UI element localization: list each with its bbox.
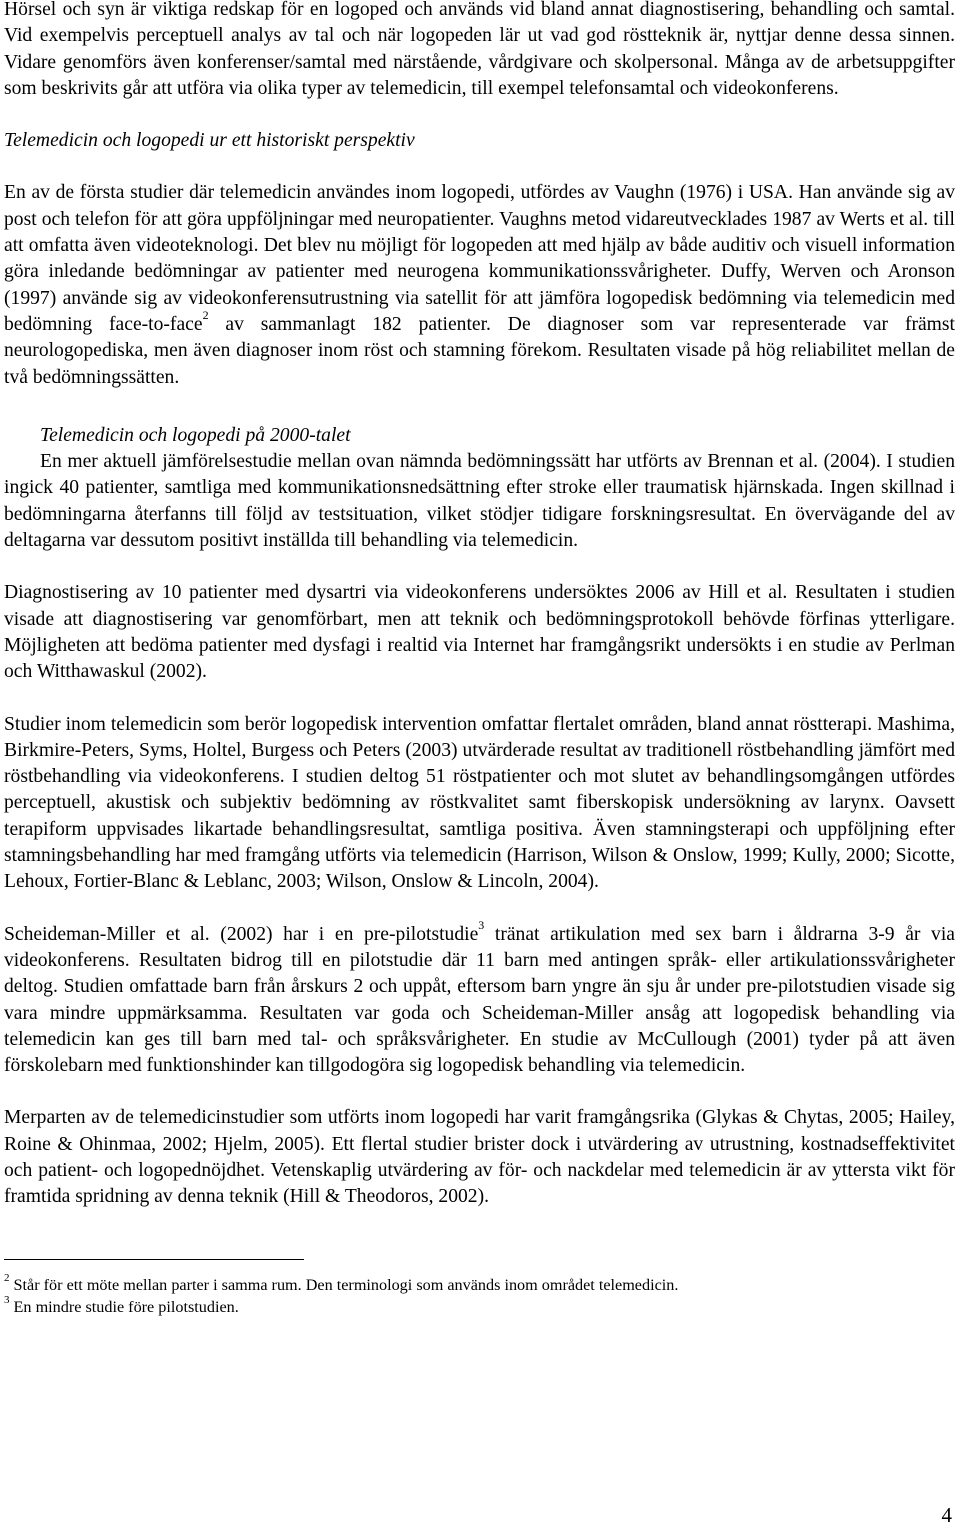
history-paragraph	[4, 180, 955, 390]
footnote-divider	[4, 1259, 304, 1260]
paragraph-scheideman-end: tränat artikulation med sex barn i åldrarna 3-9 år via videokonferens. Resultaten bidrog till en pilotstudie där 11 barn med antingen språk- eller artikulationssvårigheter deltog. Studien omfattade barn från årskurs 2 och uppåt, eftersom barn yngre än sju år under pre-pilotstudien visade sig vara mindre uppmärksamma. Resultaten var goda och Scheideman-Miller ansåg att logopedisk behandling via telemedicin kan ges till barn med tal- och språksvårigheter. En studie av McCullough (2001) tyder på att även förskolebarn med funktionshinder kan tillgodogöra sig logopedisk behandling via telemedicin.	[4, 923, 955, 1077]
page-number: 4	[941, 1503, 952, 1527]
document-page	[4, 0, 955, 1318]
footnote-3	[4, 1296, 955, 1318]
history-paragraph-text: En av de första studier där telemedicin användes inom logopedi, utfördes av Vaughn (1976) i USA. Han använde sig av post och telefon för att göra uppföljningar med neuropatienter. Vaughns metod vidareutvecklades 1987 av Werts et al. till att omfatta även videoteknologi. Det blev nu möjligt för logopeden att med hjälp av både auditiv och visuell information göra inledande bedömningar av patienter med neurogena kommunikationssvårigheter. Duffy, Werven och Aronson (1997) använde sig av videokonferensutrustning via satellit för att jämföra logopedisk bedömning via telemedicin med bedömning face-to-face	[4, 182, 955, 335]
paragraph-scheideman-start: Scheideman-Miller et al. (2002) har i en pre-pilotstudie	[4, 923, 479, 945]
history-paragraph-end: av sammanlagt 182 patienter. De diagnoser som var representerade var främst neurologopediska, men även diagnoser inom röst och stamning förekom. Resultaten visade på hög reliabilitet mellan de två bedömningssätten.	[4, 313, 955, 388]
footnote-mark-3: 3	[4, 1294, 10, 1307]
paragraph-brennan: En mer aktuell jämförelsestudie mellan ovan nämnda bedömningssätt har utförts av Brennan et al. (2004). I studien ingick 40 patienter, samtliga med kommunikationsnedsättning efter stroke eller traumatisk hjärnskada. Ingen skillnad i bedömningarna återfanns till följd av testsituation, vilket stödjer tidigare forskningsresultat. En övervägande del av deltagarna var dessutom positivt inställda till behandling via telemedicin.	[4, 451, 955, 552]
footnote-mark-2: 2	[4, 1272, 10, 1285]
footnote-2-text: Står för ett möte mellan parter i samma rum. Den terminologi som används inom området telemedicin.	[9, 1275, 679, 1294]
section-heading-2000s: Telemedicin och logopedi på 2000-talet	[40, 424, 351, 446]
footnote-ref-2: 2	[202, 308, 209, 323]
footnote-ref-3: 3	[478, 918, 485, 933]
paragraph-conclusion: Merparten av de telemedicinstudier som utförts inom logopedi har varit framgångsrika (Glykas & Chytas, 2005; Hailey, Roine & Ohinmaa, 2002; Hjelm, 2005). Ett flertal studier brister dock i utvärdering av utrustning, kostnadseffektivitet och patient- och logopednöjdhet. Vetenskaplig utvärdering av för- och nackdelar med telemedicin är av yttersta vikt för framtida spridning av denna teknik (Hill & Theodoros, 2002).	[4, 1107, 955, 1208]
intro-paragraph: Hörsel och syn är viktiga redskap för en logoped och används vid bland annat diagnostisering, behandling och samtal. Vid exempelvis perceptuell analys av tal och när logopeden lär ut vad god röstteknik är, nyttjar denne dessa sinnen. Vidare genomförs även konferenser/samtal med närstående, vårdgivare och skolpersonal. Många av de arbetsuppgifter som beskrivits går att utföra via olika typer av telemedicin, till exempel telefonsamtal och videokonferens.	[4, 0, 955, 99]
paragraph-scheideman	[4, 918, 955, 1080]
footnote-2	[4, 1274, 955, 1296]
paragraph-diagnostics: Diagnostisering av 10 patienter med dysartri via videokonferens undersöktes 2006 av Hill et al. Resultaten i studien visade att diagnostisering var genomförbart, men att teknik och bedömningsprotokoll behövde förfinas ytterligare. Möjligheten att bedöma patienter med dysfagi i realtid via Internet har framgångsrikt undersökts i en studie av Perlman och Witthawaskul (2002).	[4, 582, 955, 683]
section-heading-history: Telemedicin och logopedi ur ett historiskt perspektiv	[4, 130, 415, 152]
footnote-3-text: En mindre studie före pilotstudien.	[9, 1297, 239, 1316]
paragraph-intervention: Studier inom telemedicin som berör logopedisk intervention omfattar flertalet områden, bland annat röstterapi. Mashima, Birkmire-Peters, Syms, Holtel, Burgess och Peters (2003) utvärderade resultat av traditionell röstbehandling jämfört med röstbehandling via videokonferens. I studien deltog 51 röstpatienter och mot slutet av behandlingsomgången utfördes perceptuell, akustisk och subjektiv bedömning av röstkvalitet samt fiberskopisk undersökning av larynx. Oavsett terapiform uppvisades likartade behandlingsresultat, samtliga positiva. Även stamningsterapi och uppföljning efter stamningsbehandling har med framgång utförts via telemedicin (Harrison, Wilson & Onslow, 1999; Kully, 2000; Sicotte, Lehoux, Fortier-Blanc & Leblanc, 2003; Wilson, Onslow & Lincoln, 2004).	[4, 713, 955, 893]
